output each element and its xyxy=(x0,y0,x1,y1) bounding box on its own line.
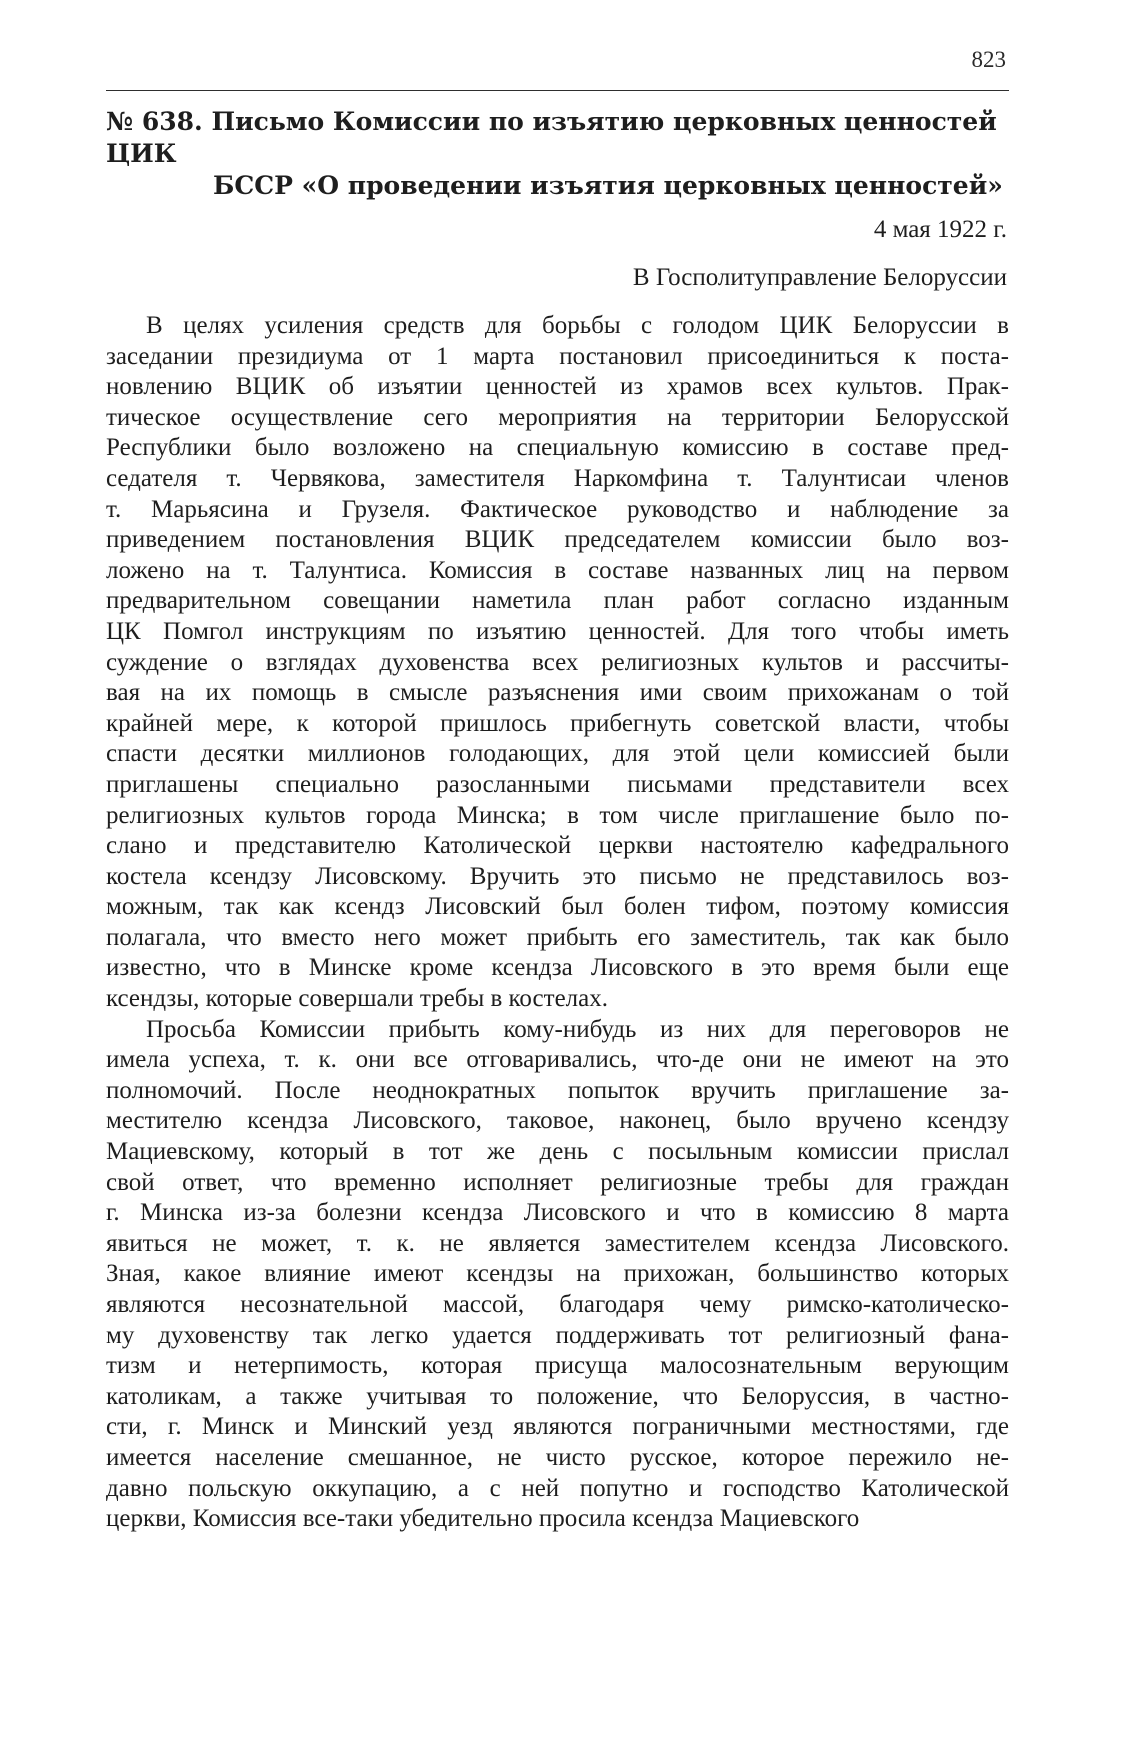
body-paragraph-2 xyxy=(106,1015,1009,1535)
text-line: Республики было возложено на специальную комиссию в составе пред- xyxy=(106,434,1009,462)
text-line: новлению ВЦИК об изъятии ценностей из храмов всех культов. Прак- xyxy=(106,373,1009,401)
text-line: Просьба Комиссии прибыть кому-нибудь из них для переговоров не xyxy=(146,1015,1009,1043)
text-line: ЦК Помгол инструкциям по изъятию ценностей. Для того чтобы иметь xyxy=(106,617,1009,645)
text-line: тизм и нетерпимость, которая присуща малосознательным верующим xyxy=(106,1352,1009,1380)
document-addressee: В Госполитуправление Белоруссии xyxy=(632,264,1007,291)
text-line: предварительном совещании наметила план работ согласно изданным xyxy=(106,587,1009,615)
text-line: имела успеха, т. к. они все отговаривались, что-де они не имеют на это xyxy=(106,1046,1009,1074)
text-line: полагала, что вместо него может прибыть его заместитель, так как было xyxy=(106,923,1009,951)
text-line: местителю ксендза Лисовского, таковое, наконец, было вручено ксендзу xyxy=(106,1107,1009,1135)
text-line: давно польскую оккупацию, а с ней попутно и господство Католической xyxy=(106,1474,1009,1502)
text-line: вая на их помощь в смысле разъяснения ими своим прихожанам о той xyxy=(106,679,1009,707)
text-line: Мациевскому, который в тот же день с посыльным комиссии прислал xyxy=(106,1138,1009,1166)
text-line: полномочий. После неоднократных попыток вручить приглашение за- xyxy=(106,1076,1009,1104)
text-line: приглашены специально разосланными письмами представители всех xyxy=(106,770,1009,798)
text-line: католикам, а также учитывая то положение, что Белоруссия, в частно- xyxy=(106,1382,1009,1410)
text-line: известно, что в Минске кроме ксендза Лисовского в это время были еще xyxy=(106,954,1009,982)
body-paragraph-1 xyxy=(106,311,1009,1015)
text-line: г. Минска из-за болезни ксендза Лисовского и что в комиссию 8 марта xyxy=(106,1199,1009,1227)
text-line: можным, так как ксендз Лисовский был болен тифом, поэтому комиссия xyxy=(106,893,1009,921)
text-line: крайней мере, к которой пришлось прибегнуть советской власти, чтобы xyxy=(106,709,1009,737)
text-line: Зная, какое влияние имеют ксендзы на прихожан, большинство которых xyxy=(106,1260,1009,1288)
text-line: костела ксендзу Лисовскому. Вручить это письмо не представилось воз- xyxy=(106,862,1009,890)
text-line: религиозных культов города Минска; в том числе приглашение было по- xyxy=(106,801,1009,829)
document-title-line-2: БССР «О проведении изъятия церковных ценностей» xyxy=(213,171,1003,200)
text-line: седателя т. Червякова, заместителя Наркомфина т. Талунтисаи членов xyxy=(106,464,1009,492)
text-line: В целях усиления средств для борьбы с голодом ЦИК Белоруссии в xyxy=(146,312,1009,339)
page-number: 823 xyxy=(971,47,1006,72)
document-title xyxy=(106,106,1009,202)
text-line: приведением постановления ВЦИК председателем комиссии было воз- xyxy=(106,526,1009,554)
text-line: т. Марьясина и Грузеля. Фактическое руководство и наблюдение за xyxy=(106,495,1009,523)
document-date: 4 мая 1922 г. xyxy=(873,216,1007,243)
text-line: слано и представителю Католической церкви настоятелю кафедрального xyxy=(106,832,1009,860)
text-block xyxy=(106,106,1009,1535)
header-rule xyxy=(106,90,1009,91)
text-line: ложено на т. Талунтиса. Комиссия в составе названных лиц на первом xyxy=(106,556,1009,584)
text-line: суждение о взглядах духовенства всех религиозных культов и рассчиты- xyxy=(106,648,1009,676)
text-line: тическое осуществление сего мероприятия на территории Белорусской xyxy=(106,403,1009,431)
text-line: церкви, Комиссия все-таки убедительно просила ксендза Мациевского xyxy=(106,1505,860,1533)
text-line: явиться не может, т. к. не является заместителем ксендза Лисовского. xyxy=(106,1229,1009,1257)
text-line: спасти десятки миллионов голодающих, для этой цели комиссией были xyxy=(106,740,1009,768)
text-line: свой ответ, что временно исполняет религиозные требы для граждан xyxy=(106,1168,1009,1196)
text-line: ксендзы, которые совершали требы в костелах. xyxy=(106,985,608,1013)
text-line: заседании президиума от 1 марта постановил присоединиться к поста- xyxy=(106,342,1009,370)
text-line: му духовенству так легко удается поддерживать тот религиозный фана- xyxy=(106,1321,1009,1349)
text-line: имеется население смешанное, не чисто русское, которое пережило не- xyxy=(106,1443,1009,1471)
text-line: являются несознательной массой, благодаря чему римско-католическо- xyxy=(106,1291,1009,1318)
text-line: сти, г. Минск и Минский уезд являются пограничными местностями, где xyxy=(106,1413,1009,1441)
document-title-line-1: № 638. Письмо Комиссии по изъятию церковных ценностей ЦИК xyxy=(106,107,997,168)
